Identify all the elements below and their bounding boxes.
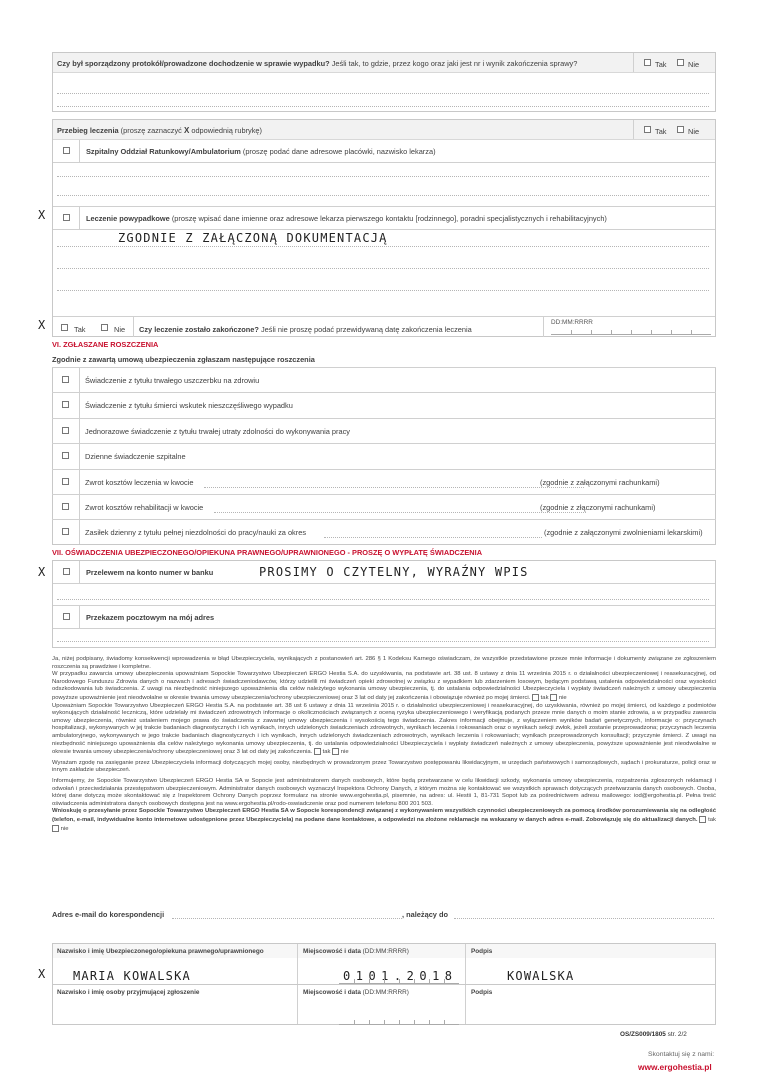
claim-note: (zgodnie z złączonymi rachunkami) — [540, 503, 656, 512]
transfer-checkbox[interactable] — [63, 568, 70, 575]
treatment-no-label: Nie — [688, 127, 700, 136]
claim-label: Zwrot kosztów rehabilitacji w kwocie — [85, 503, 204, 512]
hospital-checkbox[interactable] — [63, 147, 70, 154]
signature-date-value[interactable]: 0101.2018 — [343, 969, 458, 983]
followup-answer[interactable]: ZGODNIE Z ZAŁĄCZONĄ DOKUMENTACJĄ — [118, 231, 388, 245]
footer-website-link[interactable]: www.ergohestia.pl — [638, 1062, 712, 1072]
protocol-yes-checkbox[interactable] — [644, 59, 651, 66]
claim-checkbox[interactable] — [62, 401, 69, 408]
treatment-yes-label: Tak — [655, 127, 667, 136]
email-label: Adres e-mail do korespondencji — [52, 910, 165, 919]
receiver-sign-label: Podpis — [471, 989, 493, 996]
claim-checkbox[interactable] — [62, 528, 69, 535]
signature-value[interactable]: KOWALSKA — [507, 969, 575, 983]
legal-p2-no-checkbox[interactable] — [550, 694, 557, 701]
form-code: OS/ZS009/1805 str. 2/2 — [620, 1031, 687, 1038]
legal-p2-no-label: nie — [558, 695, 567, 702]
x-mark-transfer: X — [38, 565, 46, 579]
claim-row — [52, 519, 716, 544]
email-owner-input[interactable] — [454, 918, 714, 919]
claim-label: Dzienne świadczenie szpitalne — [85, 452, 186, 462]
footer-contact-label: Skontaktuj się z nami: — [648, 1051, 715, 1058]
followup-line-1[interactable] — [57, 246, 709, 247]
claim-checkbox[interactable] — [62, 452, 69, 459]
followup-line-2[interactable] — [57, 268, 709, 269]
ended-yes-checkbox[interactable] — [61, 324, 68, 331]
receiver-place-label: Miejscowość i data (DD:MM:RRRR) — [303, 989, 409, 996]
claim-label: Świadczenie z tytułu trwałego uszczerbku na zdrowiu — [85, 376, 260, 385]
legal-p3-no-label: nie — [340, 749, 349, 756]
followup-line-3[interactable] — [57, 290, 709, 291]
claim-amount-input[interactable] — [324, 537, 542, 538]
claims-intro: Zgodnie z zawartą umową ubezpieczenia zgłaszam następujące roszczenia — [52, 355, 315, 364]
hospital-row — [53, 140, 715, 163]
claim-checkbox[interactable] — [62, 427, 69, 434]
claim-row — [52, 494, 716, 519]
postal-label: Przekazem pocztowym na mój adres — [86, 613, 215, 622]
signature-place-label: Miejscowość i data (DD:MM:RRRR) — [303, 948, 409, 955]
legal-text — [52, 656, 716, 833]
claim-row — [52, 392, 716, 417]
email-input[interactable] — [172, 918, 402, 919]
ended-no-label: Nie — [114, 325, 126, 334]
legal-p6-no-label: nie — [60, 825, 69, 832]
ended-yes-label: Tak — [74, 325, 86, 334]
transfer-label: Przelewem na konto numer w banku — [86, 568, 214, 577]
legal-p3-yes-label: tak — [322, 749, 331, 756]
claims-title: VI. ZGŁASZANE ROSZCZENIA — [52, 340, 159, 349]
postal-row — [53, 605, 715, 629]
postal-line[interactable] — [57, 641, 709, 642]
protocol-section — [52, 52, 716, 112]
treatment-title: Przebieg leczenia (proszę zaznaczyć X odpowiednią rubrykę) — [57, 126, 262, 135]
transfer-account-value[interactable]: PROSIMY O CZYTELNY, WYRAŹNY WPIS — [259, 565, 529, 579]
legal-p6-no-checkbox[interactable] — [52, 825, 59, 832]
claim-checkbox[interactable] — [62, 376, 69, 383]
x-mark-signature: X — [38, 967, 46, 981]
ended-no-checkbox[interactable] — [101, 324, 108, 331]
signature-date-field — [339, 977, 459, 984]
treatment-header — [53, 120, 715, 140]
x-mark-ended: X — [38, 318, 46, 332]
receiver-date-field[interactable] — [339, 1018, 459, 1025]
signature-name-label: Nazwisko i imię Ubezpieczonego/opiekuna prawnego/uprawnionego — [57, 948, 264, 955]
followup-label: Leczenie powypadkowe (proszę wpisać dane imienne oraz adresowe lekarza pierwszego kontaktu [rodzinnego], poradni specjalistycznych i rehabilitacyjnych) — [86, 214, 607, 223]
legal-p2: W przypadku zawarcia umowy ubezpieczenia upoważniam Sopockie Towarzystwo Ubezpieczeń ERGO Hestia S.A. do uzyskiwania, na podstawie art. 38 ust. 8 ustawy z dnia 11 września 2015 r. o działalności ubezpieczeniowej i reasekuracyjnej, od Narodowego Funduszu Zdrowia danych o nazwach i adresach świadczeniodawców, którzy udzielili mi świadczeń opieki zdrowotnej w związku z wypadkiem lub zdarzeniem losowym, będącym podstawą ustalenia odpowiedzialności oraz wysokości odszkodowania lub świadczenia. Z uwagi na niezbędność niniejszego upoważnienia dla celów należytego wykonania umowy ubezpieczenia, tj. do ustalania odpowiedzialności Ubezpieczyciela i wypłaty świadczeń należnych z umowy ubezpieczenia powyższe upoważnienie jest nieodwołalne w okresie trwania umowy ubezpieczenia/ochrony ubezpieczeniowej oraz 3 lat od daty jej zakończenia i obowiązuje również po mojej śmierci. tak nie — [52, 671, 716, 702]
signature-table — [52, 943, 716, 1025]
transfer-line[interactable] — [57, 599, 709, 600]
legal-p6-yes-label: tak — [708, 817, 716, 824]
postal-checkbox[interactable] — [63, 613, 70, 620]
insured-name-value[interactable]: MARIA KOWALSKA — [73, 969, 191, 983]
transfer-row — [53, 561, 715, 584]
treatment-section — [52, 119, 716, 337]
claim-note: (zgodnie z załączonymi rachunkami) — [540, 477, 660, 487]
protocol-yes-label: Tak — [655, 60, 667, 69]
signature-sign-label: Podpis — [471, 948, 493, 955]
protocol-line-1[interactable] — [57, 93, 709, 94]
legal-p6: Wnioskuję o przesyłanie przez Sopockie Towarzystwo Ubezpieczeń ERGO Hestia SA w Sopocie korespondencji związanej z wykonywaniem wszystkich czynności ubezpieczeniowych za pomocą środków porozumiewania się na odległość (telefon, e-mail, indywidualne konto internetowe udostępnione przez Ubezpieczyciela) na podane dane kontaktowe, a odpowiedzi na złożone reklamacje na wskazany w danych adres e-mail. Zobowiązuję się do aktualizacji danych. tak nie — [52, 808, 716, 832]
legal-p6-yes-checkbox[interactable] — [699, 816, 706, 823]
protocol-question: Czy był sporządzony protokół/prowadzone dochodzenie w sprawie wypadku? Jeśli tak, to gdzie, przez kogo oraz jaki jest nr i wynik zakończenia sprawy? — [57, 59, 578, 68]
claim-amount-input[interactable] — [214, 512, 586, 513]
ended-question: Czy leczenie zostało zakończone? Jeśli nie proszę podać przewidywaną datę zakończenia leczenia — [139, 325, 472, 334]
legal-p3: Upoważniam Sopockie Towarzystwo Ubezpieczeń ERGO Hestia S.A. na podstawie art. 38 ust 6 ustawy z dnia 11 września 2015 r. o działalności ubezpieczeniowej i reasekuracyjnej, do uzyskiwania, również po mojej śmierci, od każdego z podmiotów wykonujących działalność leczniczą, które udzielały mi świadczeń zdrowotnych informacje o okolicznościach związanych z oceną ryzyka ubezpieczeniowego i weryfikacją podanych przeze mnie danych o moim stanie zdrowia, a w przypadku zawarcia umowy ubezpieczenia, również ustaleniem mojego prawa do świadczenia z zawartej umowy ubezpieczenia i wysokością tego świadczenia. Zakres informacji obejmuje, z wyłączeniem wyników badań genetycznych, informacje o: przyczynach hospitalizacji, wykonywanych w jej trakcie badaniach diagnostycznych i ich wynikach, innych udzielonych świadczeniach zdrowotnych, wynikach leczenia i rokowaniach oraz o wynikach sekcji zwłok, jeżeli zostanie przeprowadzona; przyczynach leczenia ambulatoryjnego, wykonywanych w jego trakcie badaniach diagnostycznych i ich wynikach, innych udzielonych świadczeniach zdrowotnych, wynikach leczenia i rokowaniach; wynikach przeprowadzonych konsultacji; przyczynie śmierci. Z uwagi na niezbędność niniejszego upoważnienia dla celów należytego wykonania umowy ubezpieczenia, tj. do ustalania odpowiedzialności Ubezpieczyciela i wypłaty świadczeń należnych z umowy ubezpieczenia, powyższe upoważnienie jest nieodwołalne w okresie trwania umowy ubezpieczenia/ochrony ubezpieczeniowej oraz 3 lat od daty jej zakończenia. tak nie — [52, 702, 716, 756]
legal-p4: Wyrażam zgodę na zasięganie przez Ubezpieczyciela informacji dotyczących mojej osoby, niezbędnych w prowadzonym przez Towarzystwo postępowaniu likwidacyjnym, w urzędach państwowych i samorządowych, sądach i prokuraturze, policji oraz w innym zakładzie ubezpieczeń. — [52, 759, 716, 774]
legal-p3-no-checkbox[interactable] — [332, 748, 339, 755]
protocol-line-2[interactable] — [57, 106, 709, 107]
claim-row — [52, 469, 716, 494]
protocol-no-checkbox[interactable] — [677, 59, 684, 66]
claim-amount-input[interactable] — [204, 487, 584, 488]
ended-date-format: DD:MM:RRRR — [551, 319, 593, 326]
claim-checkbox[interactable] — [62, 478, 69, 485]
hospital-line-1[interactable] — [57, 176, 709, 177]
treatment-no-checkbox[interactable] — [677, 126, 684, 133]
followup-row — [53, 206, 715, 230]
claim-label: Zwrot kosztów leczenia w kwocie — [85, 477, 194, 487]
protocol-header — [53, 53, 715, 73]
receiver-name-label: Nazwisko i imię osoby przyjmującej zgłoszenie — [57, 989, 200, 996]
claim-label: Świadczenie z tytułu śmierci wskutek nieszczęśliwego wypadku — [85, 401, 293, 411]
ended-date-field[interactable] — [551, 328, 711, 335]
hospital-label: Szpitalny Oddział Ratunkowy/Ambulatorium (proszę podać dane adresowe placówki, nazwisko lekarza) — [86, 147, 436, 156]
hospital-line-2[interactable] — [57, 195, 709, 196]
protocol-no-label: Nie — [688, 60, 700, 69]
legal-p5: Informujemy, że Sopockie Towarzystwo Ubezpieczeń ERGO Hestia SA w Sopocie jest administratorem danych osobowych, które będą przetwarzane w celu likwidacji szkody, wykonania umowy ubezpieczenia, rozpatrzenia zgłoszonych reklamacji i odwołań i przeciwdziałania przestępstwom ubezpieczeniowym. Administrator danych osobowych wyznaczył Inspektora Ochrony Danych, z którym można się kontaktować we wszystkich sprawach dotyczących przetwarzania danych osobowych. Osoba, której dane dotyczą może skontaktować się z Inspektorem Ochrony Danych poprzez formularz na stronie www.ergohestia.pl, pisemnie, na adres: ul. Hestii 1, 81-731 Sopot lub za pośrednictwem adresu mailowego: iod@ergohestia.pl. Pełna treść oświadczenia administratora danych osobowych dostępna jest na www.ergohestia.pl/rodo-oswiadczenie oraz pod numerem telefonu 800 201 503. — [52, 778, 716, 807]
claim-row — [52, 367, 716, 392]
claim-label: Jednorazowe świadczenie z tytułu trwałej utraty zdolności do wykonywania pracy — [85, 426, 350, 436]
legal-p1: Ja, niżej podpisany, świadomy konsekwencji wprowadzenia w błąd Ubezpieczyciela, wynikających z postanowień art. 286 § 1 Kodeksu Karnego oświadczam, że wszystkie przedstawione przeze mnie informacje i dokumenty związane ze zgłoszeniem roszczenia są prawdziwe i kompletne. — [52, 656, 716, 670]
treatment-ended-row — [53, 316, 715, 337]
payment-section — [52, 560, 716, 648]
email-owner-label: , należący do — [402, 910, 449, 919]
legal-p3-yes-checkbox[interactable] — [314, 748, 321, 755]
legal-p2-yes-checkbox[interactable] — [532, 694, 539, 701]
x-mark-followup: X — [38, 208, 46, 222]
claim-checkbox[interactable] — [62, 503, 69, 510]
claim-label: Zasiłek dzienny z tytułu pełnej niezdolności do pracy/nauki za okres — [85, 528, 307, 538]
claim-row — [52, 418, 716, 443]
claim-row — [52, 443, 716, 468]
payment-title: VII. OŚWIADCZENIA UBEZPIECZONEGO/OPIEKUNA PRAWNEGO/UPRAWNIONEGO - PROSZĘ O WYPŁATĘ ŚWIADCZENIA — [52, 548, 483, 557]
followup-checkbox[interactable] — [63, 214, 70, 221]
legal-p2-yes-label: tak — [540, 695, 549, 702]
claim-note: (zgodnie z załączonymi zwolnieniami lekarskimi) — [544, 528, 703, 538]
treatment-yes-checkbox[interactable] — [644, 126, 651, 133]
